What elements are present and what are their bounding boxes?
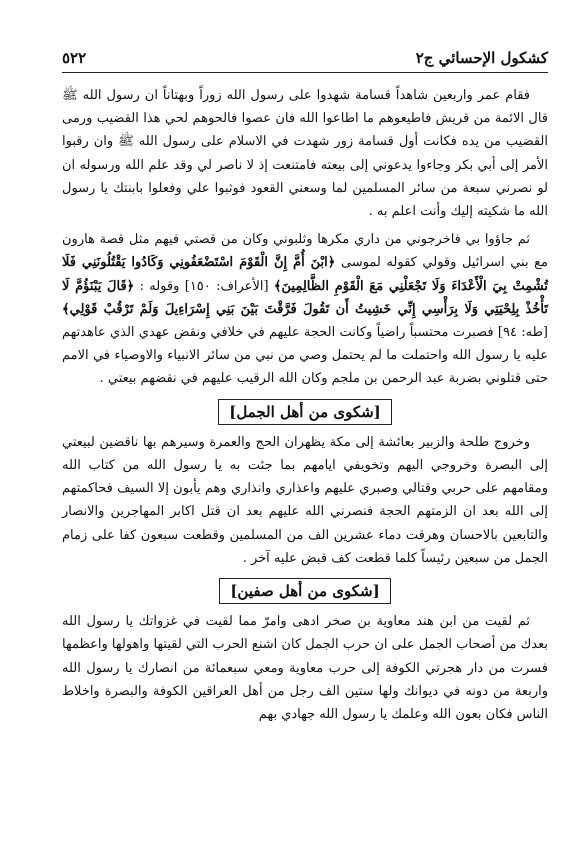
page-body bbox=[62, 84, 548, 726]
paragraph-1: فقام عمر واربعين شاهداً قسامة شهدوا على رسول الله زوراً وبهتاناً ان رسول الله ﷺ قال الائمة من قريش فاطيعوهم ما اطاعوا الله فان عصوا فالحوهم لحي هذا القضيب ورمى القضيب من يده فكانت أول قسامة زور شهدت في الاسلام على رسول الله ﷺ وان رقبوا الأمر إلى أبي بكر وجاءوا يدعوني إلى بيعته فامتنعت إذ لا ناصر لي وقد علم الله ورسوله ان لو نصرني سبعة من سائر المسلمين لما وسعني القعود فوثبوا علي وفعلوا بابنتك يا رسول الله ما شكيته إليك وأنت اعلم به . bbox=[62, 88, 548, 220]
paragraph-2 bbox=[62, 228, 548, 390]
section-heading-siffin: [شكوى من أهل صفين] bbox=[219, 578, 390, 604]
header-rule bbox=[62, 72, 548, 73]
paragraph-2-rest: فصبرت محتسباً راضياً وكانت الحجة عليهم في خلافي ونقض عهدي الذي عاهدتهم عليه يا رسول الله واحتملت ما لم يحتمل وصي من نبي من سائر الانبياء والاوصياء في الامم حتى قتلوني بضربة عبد الرحمن بن ملجم وكان الله الرقيب عليهم في نقضهم بيعتي . bbox=[62, 325, 548, 387]
section-heading-jamal: [شكوى من أهل الجمل] bbox=[218, 399, 392, 425]
quran-verse-2: ﴿قَالَ يَبْنَؤُمَّ لَا تَأْخُذْ بِلِحْيَتِي وَلَا بِرَأْسِي إِنِّي خَشِيتُ أَن تَقُولَ فَرَّقْتَ بَيْنَ بَنِي إِسْرَاءِيلَ وَلَمْ تَرْقُبْ قَوْلِي﴾ bbox=[62, 278, 548, 317]
quran-reference-2: [طه: ٩٤] bbox=[497, 325, 548, 341]
section-heading-jamal-wrap bbox=[62, 399, 548, 425]
paragraph-3: وخروج طلحة والزبير بعائشة إلى مكة يظهران الحج والعمرة وسيرهم بها ناقضين لبيعتي إلى البصرة وخروجي اليهم وتخويفي ايامهم بما جئت به يا رسول الله من كتاب الله ومقامهم على حربي وقتالي وصبري عليهم واعذاري وانذاري وهم يأبون إلا السيف فحاكمتهم إلى الله بعد ان الزمتهم الحجة فنصرني الله عليهم بعد ان قتل اكابر المهاجرين والانصار والتابعين بالاحسان وهرقت دماء عشرين الف من المسلمين وقطعت سبعون كفا على زمام الجمل من سبعين رئيساً كلما قطعت كف قبض عليه آخر . bbox=[62, 434, 548, 566]
running-header bbox=[62, 49, 548, 71]
page-number: ٥٢٢ bbox=[62, 49, 87, 67]
paragraph-2-intro: ثم جاؤوا بي فاخرجوني من داري مكرها وثلبوني وكان من قصتي فيهم مثل قصة هارون مع بني اسرائيل وقولي كقوله لموسى bbox=[62, 232, 548, 271]
connector-text: وقوله : bbox=[139, 278, 180, 294]
section-heading-siffin-wrap bbox=[62, 578, 548, 604]
paragraph-4: ثم لقيت من ابن هند معاوية بن صخر ادهى وامرّ مما لقيت في غزواتك يا رسول الله بعدك من أصحاب الجمل على ان حرب الجمل كان اشنع الحرب التي لقيتها واهولها واعظمها فسرت من دار هجرتي الكوفة إلى حرب معاوية ومعي سبعمائة من انصارك يا رسول الله واربعة من دونه في ديوانك ولها ستين الف رجل من أهل العراقين الكوفة والبصرة واخلاط الناس فكان بعون الله وعلمك يا رسول الله جهادي بهم bbox=[62, 614, 548, 723]
quran-reference-1: [الأعراف: ١٥٠] bbox=[184, 278, 269, 294]
quran-verse-1: ﴿ابْنَ أُمَّ إِنَّ الْقَوْمَ اسْتَضْعَفُونِي وَكَادُوا يَقْتُلُونَنِي فَلَا تُشْمِتْ بِيَ الْأَعْدَاءَ وَلَا تَجْعَلْنِي مَعَ الْقَوْمِ الظَّالِمِينَ﴾ bbox=[62, 255, 548, 294]
book-title: كشكول الإحسائي ج٢ bbox=[415, 49, 548, 67]
